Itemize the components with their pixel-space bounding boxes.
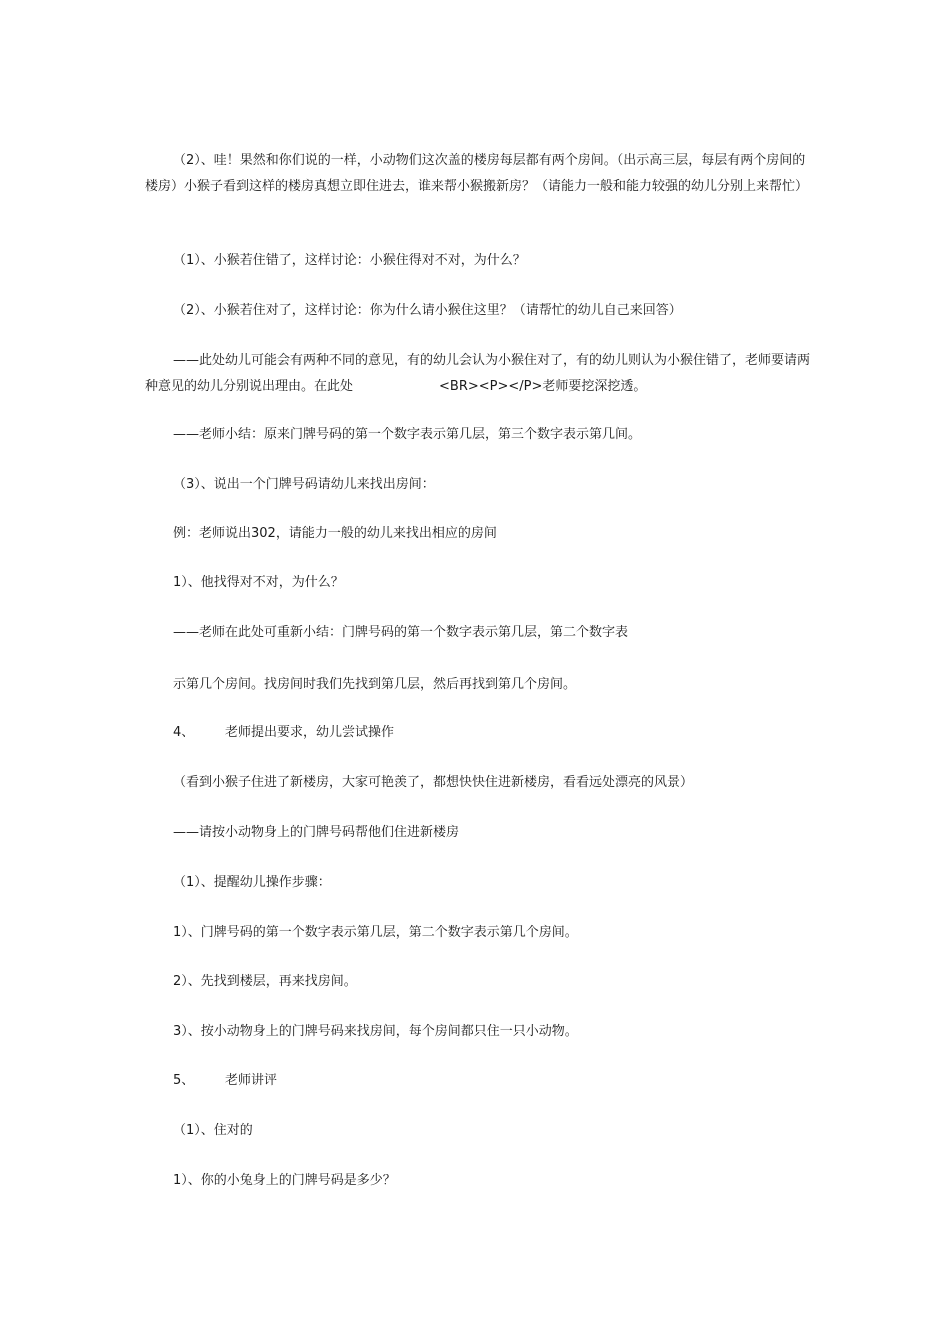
paragraph-resummary-cont: 示第几个房间。找房间时我们先找到第几层，然后再找到第几个房间。	[173, 677, 577, 692]
paragraph-step-2: 2）、先找到楼层，再来找房间。	[173, 974, 357, 989]
paragraph-remind-steps: （1）、提醒幼儿操作步骤：	[173, 875, 331, 890]
paragraph-envy: （看到小猴子住进了新楼房，大家可艳羡了，都想快快住进新楼房，看看远处漂亮的风景）	[173, 775, 694, 790]
paragraph-resummary: ——老师在此处可重新小结：门牌号码的第一个数字表示第几层，第二个数字表	[173, 625, 629, 640]
paragraph-correct: （1）、住对的	[173, 1123, 253, 1138]
paragraph-discussion-wrong: （1）、小猴若住错了，这样讨论：小猴住得对不对，为什么？	[173, 253, 526, 268]
heading-step-4: 4、 老师提出要求，幼儿尝试操作	[173, 725, 395, 740]
paragraph-step-1: 1）、门牌号码的第一个数字表示第几层，第二个数字表示第几个房间。	[173, 925, 578, 940]
paragraph-example: 例：老师说出302，请能力一般的幼儿来找出相应的房间	[173, 526, 497, 541]
paragraph-step-3: 3）、按小动物身上的门牌号码来找房间，每个房间都只住一只小动物。	[173, 1024, 578, 1039]
paragraph-teacher-summary: ——老师小结：原来门牌号码的第一个数字表示第几层，第三个数字表示第几间。	[173, 427, 642, 442]
heading-step-5: 5、 老师讲评	[173, 1073, 278, 1088]
two-opinions-text: ——此处幼儿可能会有两种不同的意见，有的幼儿会认为小猴住对了，有的幼儿则认为小猴住错了，老师要请两种意见的幼儿分别说出理由。在此处	[145, 353, 811, 394]
paragraph-check-answer: 1）、他找得对不对，为什么？	[173, 575, 344, 590]
paragraph-intro: （2）、哇！果然和你们说的一样，小动物们这次盖的楼房每层都有两个房间。（出示高三层，每层有两个房间的楼房）小猴子看到这样的楼房真想立即住进去，谁来帮小猴搬新房？（请能力一般和能力较强的幼儿分别上来帮忙）	[145, 153, 809, 194]
literal-html-tag-text: <BR><P></P>老师要挖深挖透。	[439, 379, 647, 394]
paragraph-find-room: （3）、说出一个门牌号码请幼儿来找出房间：	[173, 477, 435, 492]
paragraph-discussion-right: （2）、小猴若住对了，这样讨论：你为什么请小猴住这里？（请帮忙的幼儿自己来回答）	[173, 303, 682, 318]
paragraph-rabbit-question: 1）、你的小兔身上的门牌号码是多少？	[173, 1173, 396, 1188]
paragraph-two-opinions	[145, 348, 810, 400]
paragraph-instruction: ——请按小动物身上的门牌号码帮他们住进新楼房	[173, 825, 460, 840]
